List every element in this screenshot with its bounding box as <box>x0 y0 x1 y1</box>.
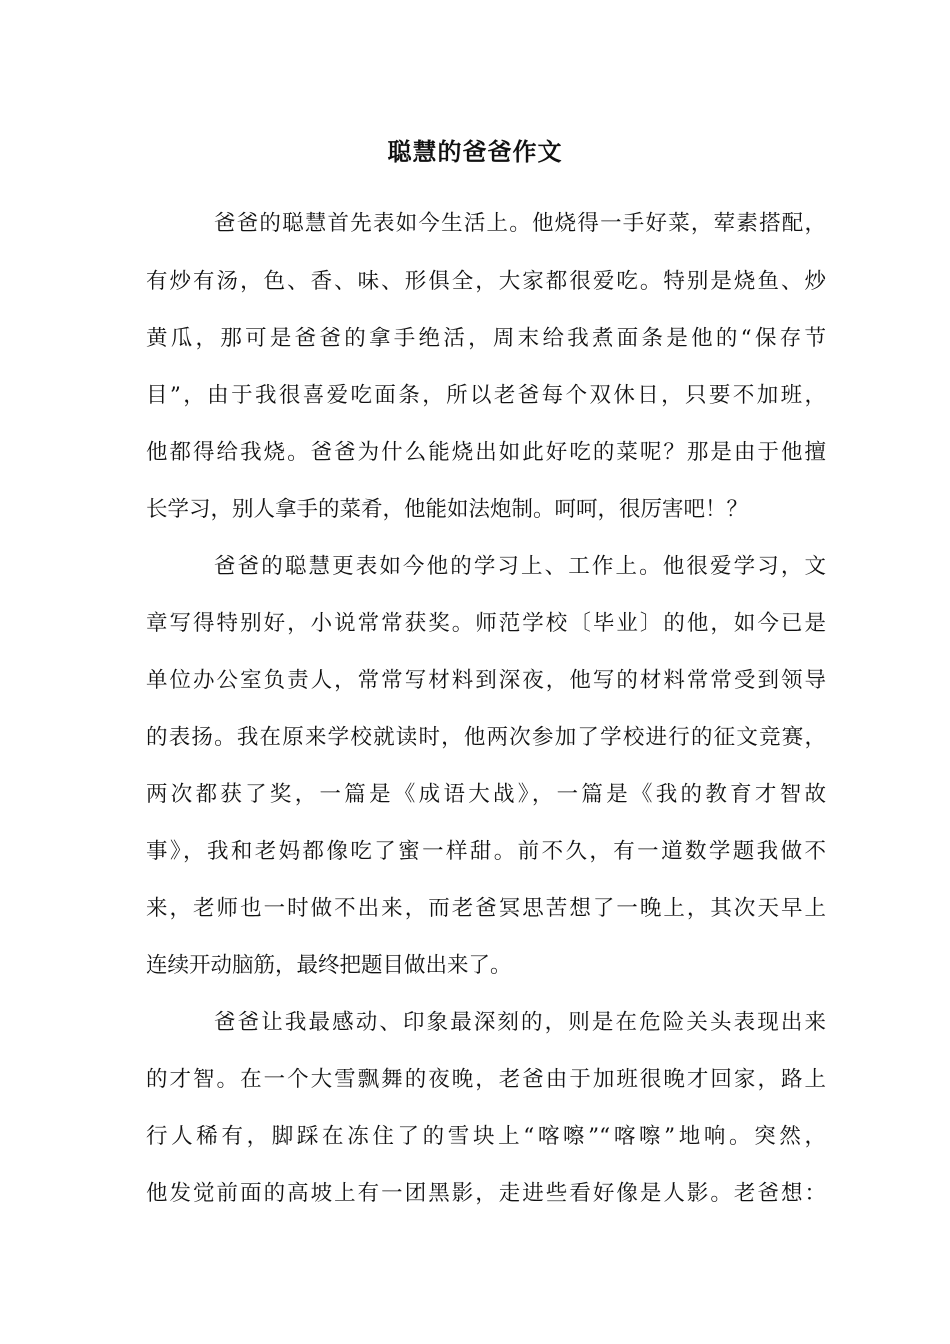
paragraph-1-line-4: 目”，由于我很喜爱吃面条，所以老爸每个双休日，只要不加班， <box>146 383 826 408</box>
document-title: 聪慧的爸爸作文 <box>387 137 563 166</box>
paragraph-1-line-6: 长学习，别人拿手的菜肴，他能如法炮制。呵呵，很厉害吧！？ <box>146 497 749 522</box>
paragraph-3-line-2: 的才智。在一个大雪飘舞的夜晚，老爸由于加班很晚才回家，路上 <box>146 1067 826 1092</box>
paragraph-2-line-4: 的表扬。我在原来学校就读时，他两次参加了学校进行的征文竞赛， <box>146 725 826 750</box>
paragraph-1-line-3: 黄瓜，那可是爸爸的拿手绝活，周末给我煮面条是他的“保存节 <box>146 326 826 351</box>
paragraph-3-line-4: 他发觉前面的高坡上有一团黑影，走进些看好像是人影。老爸想： <box>146 1181 826 1206</box>
paragraph-2-line-7: 来，老师也一时做不出来，而老爸冥思苦想了一晚上，其次天早上 <box>146 896 826 921</box>
paragraph-3-line-1: 爸爸让我最感动、印象最深刻的，则是在危险关头表现出来 <box>214 1010 826 1035</box>
paragraph-2-line-2: 章写得特别好，小说常常获奖。师范学校〔毕业〕的他，如今已是 <box>146 611 826 636</box>
paragraph-2-line-8: 连续开动脑筋，最终把题目做出来了。 <box>146 953 512 978</box>
paragraph-1-line-2: 有炒有汤，色、香、味、形俱全，大家都很爱吃。特别是烧鱼、炒 <box>146 269 826 294</box>
paragraph-1-line-5: 他都得给我烧。爸爸为什么能烧出如此好吃的菜呢？那是由于他擅 <box>146 440 826 465</box>
paragraph-2-line-1: 爸爸的聪慧更表如今他的学习上、工作上。他很爱学习，文 <box>214 554 826 579</box>
paragraph-2-line-6: 事》，我和老妈都像吃了蜜一样甜。前不久，有一道数学题我做不 <box>146 839 826 864</box>
paragraph-1-line-1: 爸爸的聪慧首先表如今生活上。他烧得一手好菜，荤素搭配， <box>214 211 826 236</box>
paragraph-2-line-5: 两次都获了奖，一篇是《成语大战》，一篇是《我的教育才智故 <box>146 782 826 807</box>
paragraph-3-line-3: 行人稀有，脚踩在冻住了的雪块上“喀嚓”“喀嚓”地响。突然， <box>146 1124 826 1149</box>
paragraph-2-line-3: 单位办公室负责人，常常写材料到深夜，他写的材料常常受到领导 <box>146 668 826 693</box>
